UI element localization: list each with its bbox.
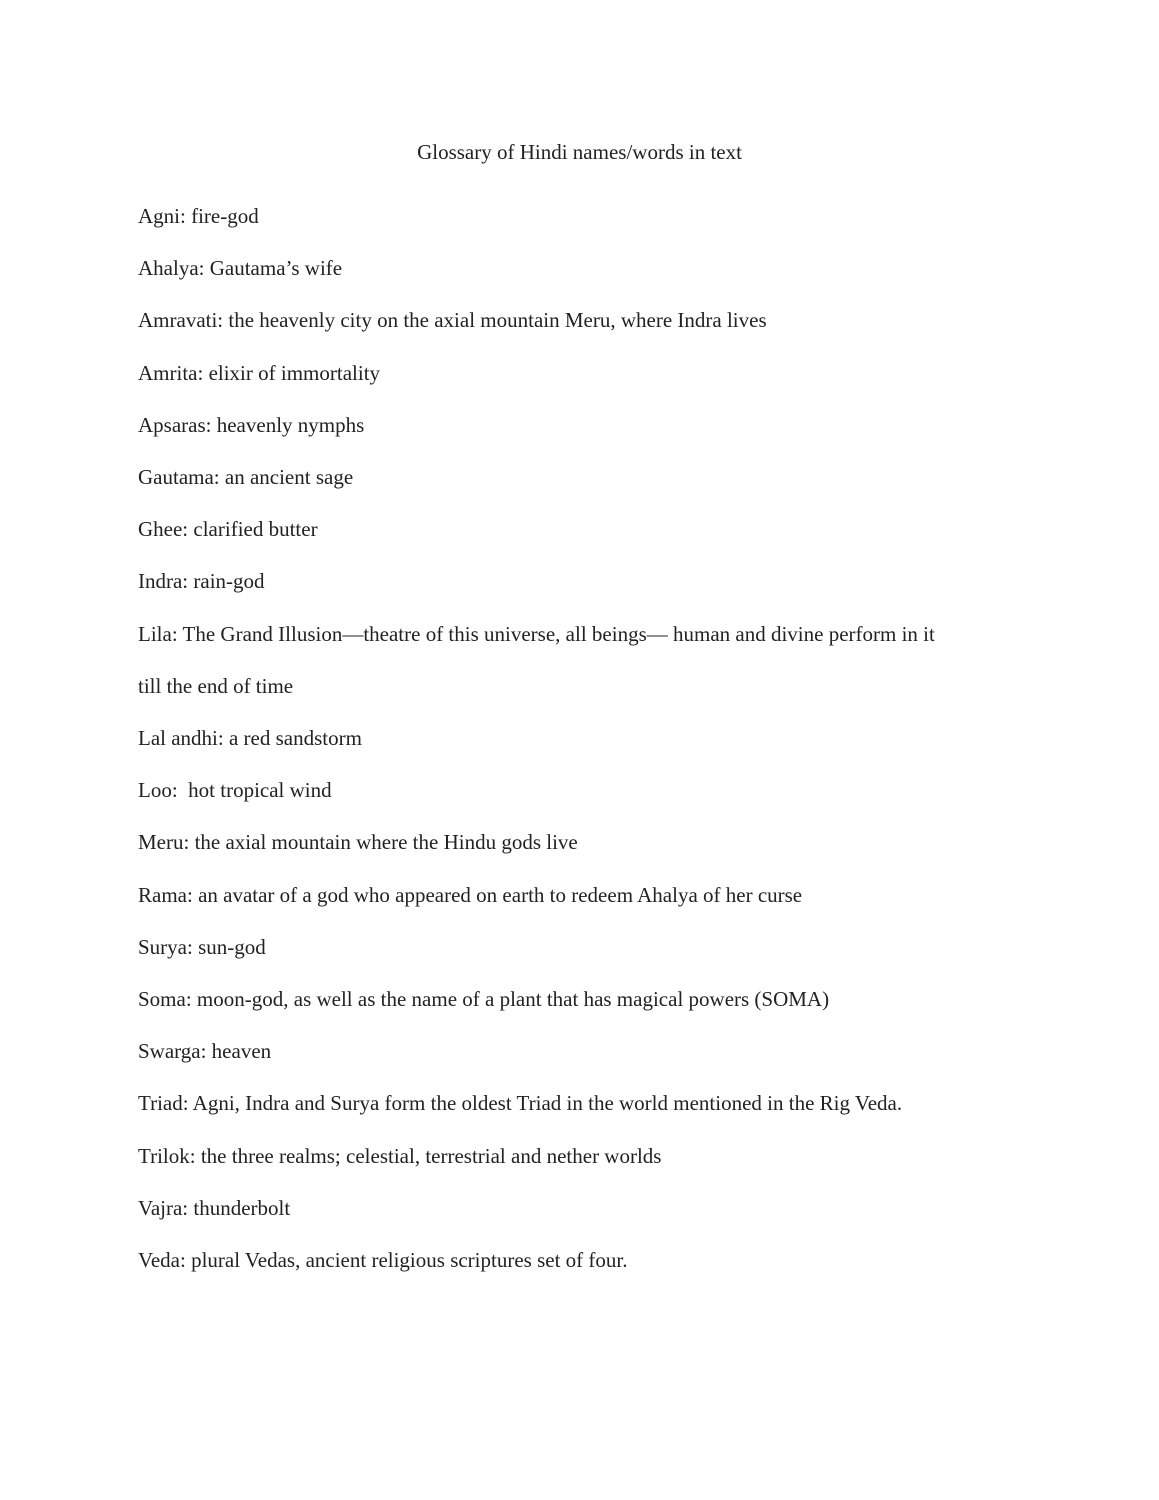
glossary-entry-lal-andhi: Lal andhi: a red sandstorm xyxy=(138,726,362,751)
glossary-entry-surya: Surya: sun-god xyxy=(138,934,266,959)
glossary-entry-amravati: Amravati: the heavenly city on the axial mountain Meru, where Indra lives xyxy=(138,308,767,333)
glossary-entry-rama: Rama: an avatar of a god who appeared on earth to redeem Ahalya of her curse xyxy=(138,882,803,907)
glossary-entry-gautama: Gautama: an ancient sage xyxy=(138,465,354,490)
glossary-entry-ghee: Ghee: clarified butter xyxy=(138,517,318,542)
glossary-entry-veda: Veda: plural Vedas, ancient religious scriptures set of four. xyxy=(138,1248,628,1273)
page-title: Glossary of Hindi names/words in text xyxy=(417,140,742,164)
glossary-entry-ahalya: Ahalya: Gautama’s wife xyxy=(138,256,343,281)
glossary-entry-vajra: Vajra: thunderbolt xyxy=(138,1195,291,1220)
glossary-entry-triad: Triad: Agni, Indra and Surya form the oldest Triad in the world mentioned in the Rig Veda. xyxy=(138,1091,903,1116)
glossary-list xyxy=(138,190,1038,1286)
glossary-entry-loo: Loo: hot tropical wind xyxy=(138,778,332,803)
glossary-entry-amrita: Amrita: elixir of immortality xyxy=(138,360,381,385)
glossary-entry-soma: Soma: moon-god, as well as the name of a plant that has magical powers (SOMA) xyxy=(138,987,830,1012)
glossary-entry-trilok: Trilok: the three realms; celestial, terrestrial and nether worlds xyxy=(138,1143,662,1168)
glossary-entry-lila: Lila: The Grand Illusion—theatre of this universe, all beings— human and divine perform in it xyxy=(138,621,935,646)
glossary-entry-apsaras: Apsaras: heavenly nymphs xyxy=(138,412,365,437)
glossary-entry-meru: Meru: the axial mountain where the Hindu gods live xyxy=(138,830,578,855)
glossary-entry-swarga: Swarga: heaven xyxy=(138,1039,272,1064)
glossary-entry-lila-continued: till the end of time xyxy=(138,673,294,698)
glossary-entry-agni: Agni: fire-god xyxy=(138,204,259,228)
glossary-entry-indra: Indra: rain-god xyxy=(138,569,265,594)
